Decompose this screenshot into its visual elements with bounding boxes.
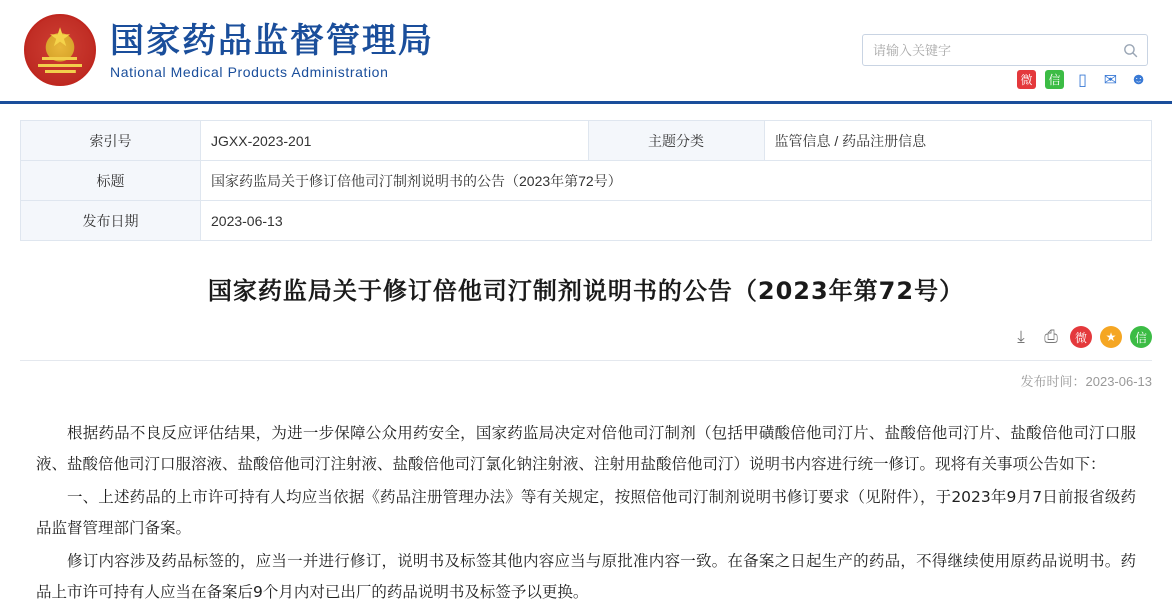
org-name-cn: 国家药品监督管理局 xyxy=(110,21,434,61)
wechat-icon[interactable]: 信 xyxy=(1045,70,1064,89)
document-body xyxy=(36,418,1136,608)
meta-label-category: 主题分类 xyxy=(588,121,764,161)
document-meta-table xyxy=(20,120,1152,241)
meta-label-publish-date: 发布日期 xyxy=(21,201,201,241)
share-wechat-icon[interactable]: 信 xyxy=(1130,326,1152,348)
meta-value-index: JGXX-2023-201 xyxy=(201,121,589,161)
meta-value-category: 监管信息 / 药品注册信息 xyxy=(764,121,1152,161)
org-name-en: National Medical Products Administration xyxy=(110,64,389,80)
table-row xyxy=(21,201,1152,241)
search-icon xyxy=(1122,42,1139,59)
brand-text xyxy=(110,20,434,80)
share-weibo-icon[interactable]: 微 xyxy=(1070,326,1092,348)
search-box[interactable] xyxy=(862,34,1148,66)
meta-value-publish-date: 2023-06-13 xyxy=(201,201,1152,241)
page-title: 国家药监局关于修订倍他司汀制剂说明书的公告（2023年第72号） xyxy=(207,277,965,305)
national-emblem-icon xyxy=(24,14,96,86)
weibo-icon[interactable]: 微 xyxy=(1017,70,1036,89)
document-action-row xyxy=(20,324,1152,350)
table-row xyxy=(21,161,1152,201)
mobile-icon[interactable]: ▯ xyxy=(1078,71,1087,89)
mail-icon[interactable]: ✉ xyxy=(1103,71,1118,89)
user-icon[interactable]: ☻ xyxy=(1130,70,1147,88)
search-input[interactable] xyxy=(863,43,1113,58)
paragraph: 根据药品不良反应评估结果，为进一步保障公众用药安全，国家药监局决定对倍他司汀制剂（包括甲磺酸倍他司汀片、盐酸倍他司汀片、盐酸倍他司汀口服液、盐酸倍他司汀口服溶液、盐酸倍他司汀注射液、盐酸倍他司汀氯化钠注射液、注射用盐酸倍他司汀）说明书内容进行统一修订。现将有关事项公告如下： xyxy=(36,424,1136,473)
table-row xyxy=(21,121,1152,161)
site-brand[interactable] xyxy=(24,14,434,86)
page-content xyxy=(0,120,1172,608)
search-button[interactable] xyxy=(1113,35,1147,65)
meta-label-title: 标题 xyxy=(21,161,201,201)
publish-time: 发布时间：2023-06-13 xyxy=(1020,374,1152,389)
divider xyxy=(20,360,1152,361)
favorite-icon[interactable]: ★ xyxy=(1100,326,1122,348)
site-header xyxy=(0,0,1172,104)
download-icon[interactable]: ⤓ xyxy=(1017,327,1025,346)
meta-value-title: 国家药监局关于修订倍他司汀制剂说明书的公告（2023年第72号） xyxy=(201,161,1152,201)
print-icon[interactable]: ⎙ xyxy=(1044,327,1058,346)
paragraph: 一、上述药品的上市许可持有人均应当依据《药品注册管理办法》等有关规定，按照倍他司汀制剂说明书修订要求（见附件），于2023年9月7日前报省级药品监督管理部门备案。 xyxy=(36,488,1136,537)
paragraph: 修订内容涉及药品标签的，应当一并进行修订，说明书及标签其他内容应当与原批准内容一致。在备案之日起生产的药品，不得继续使用原药品说明书。药品上市许可持有人应当在备案后9个月内对已出厂的药品说明书及标签予以更换。 xyxy=(36,552,1136,601)
meta-label-index: 索引号 xyxy=(21,121,201,161)
social-icon-row xyxy=(1017,70,1148,89)
